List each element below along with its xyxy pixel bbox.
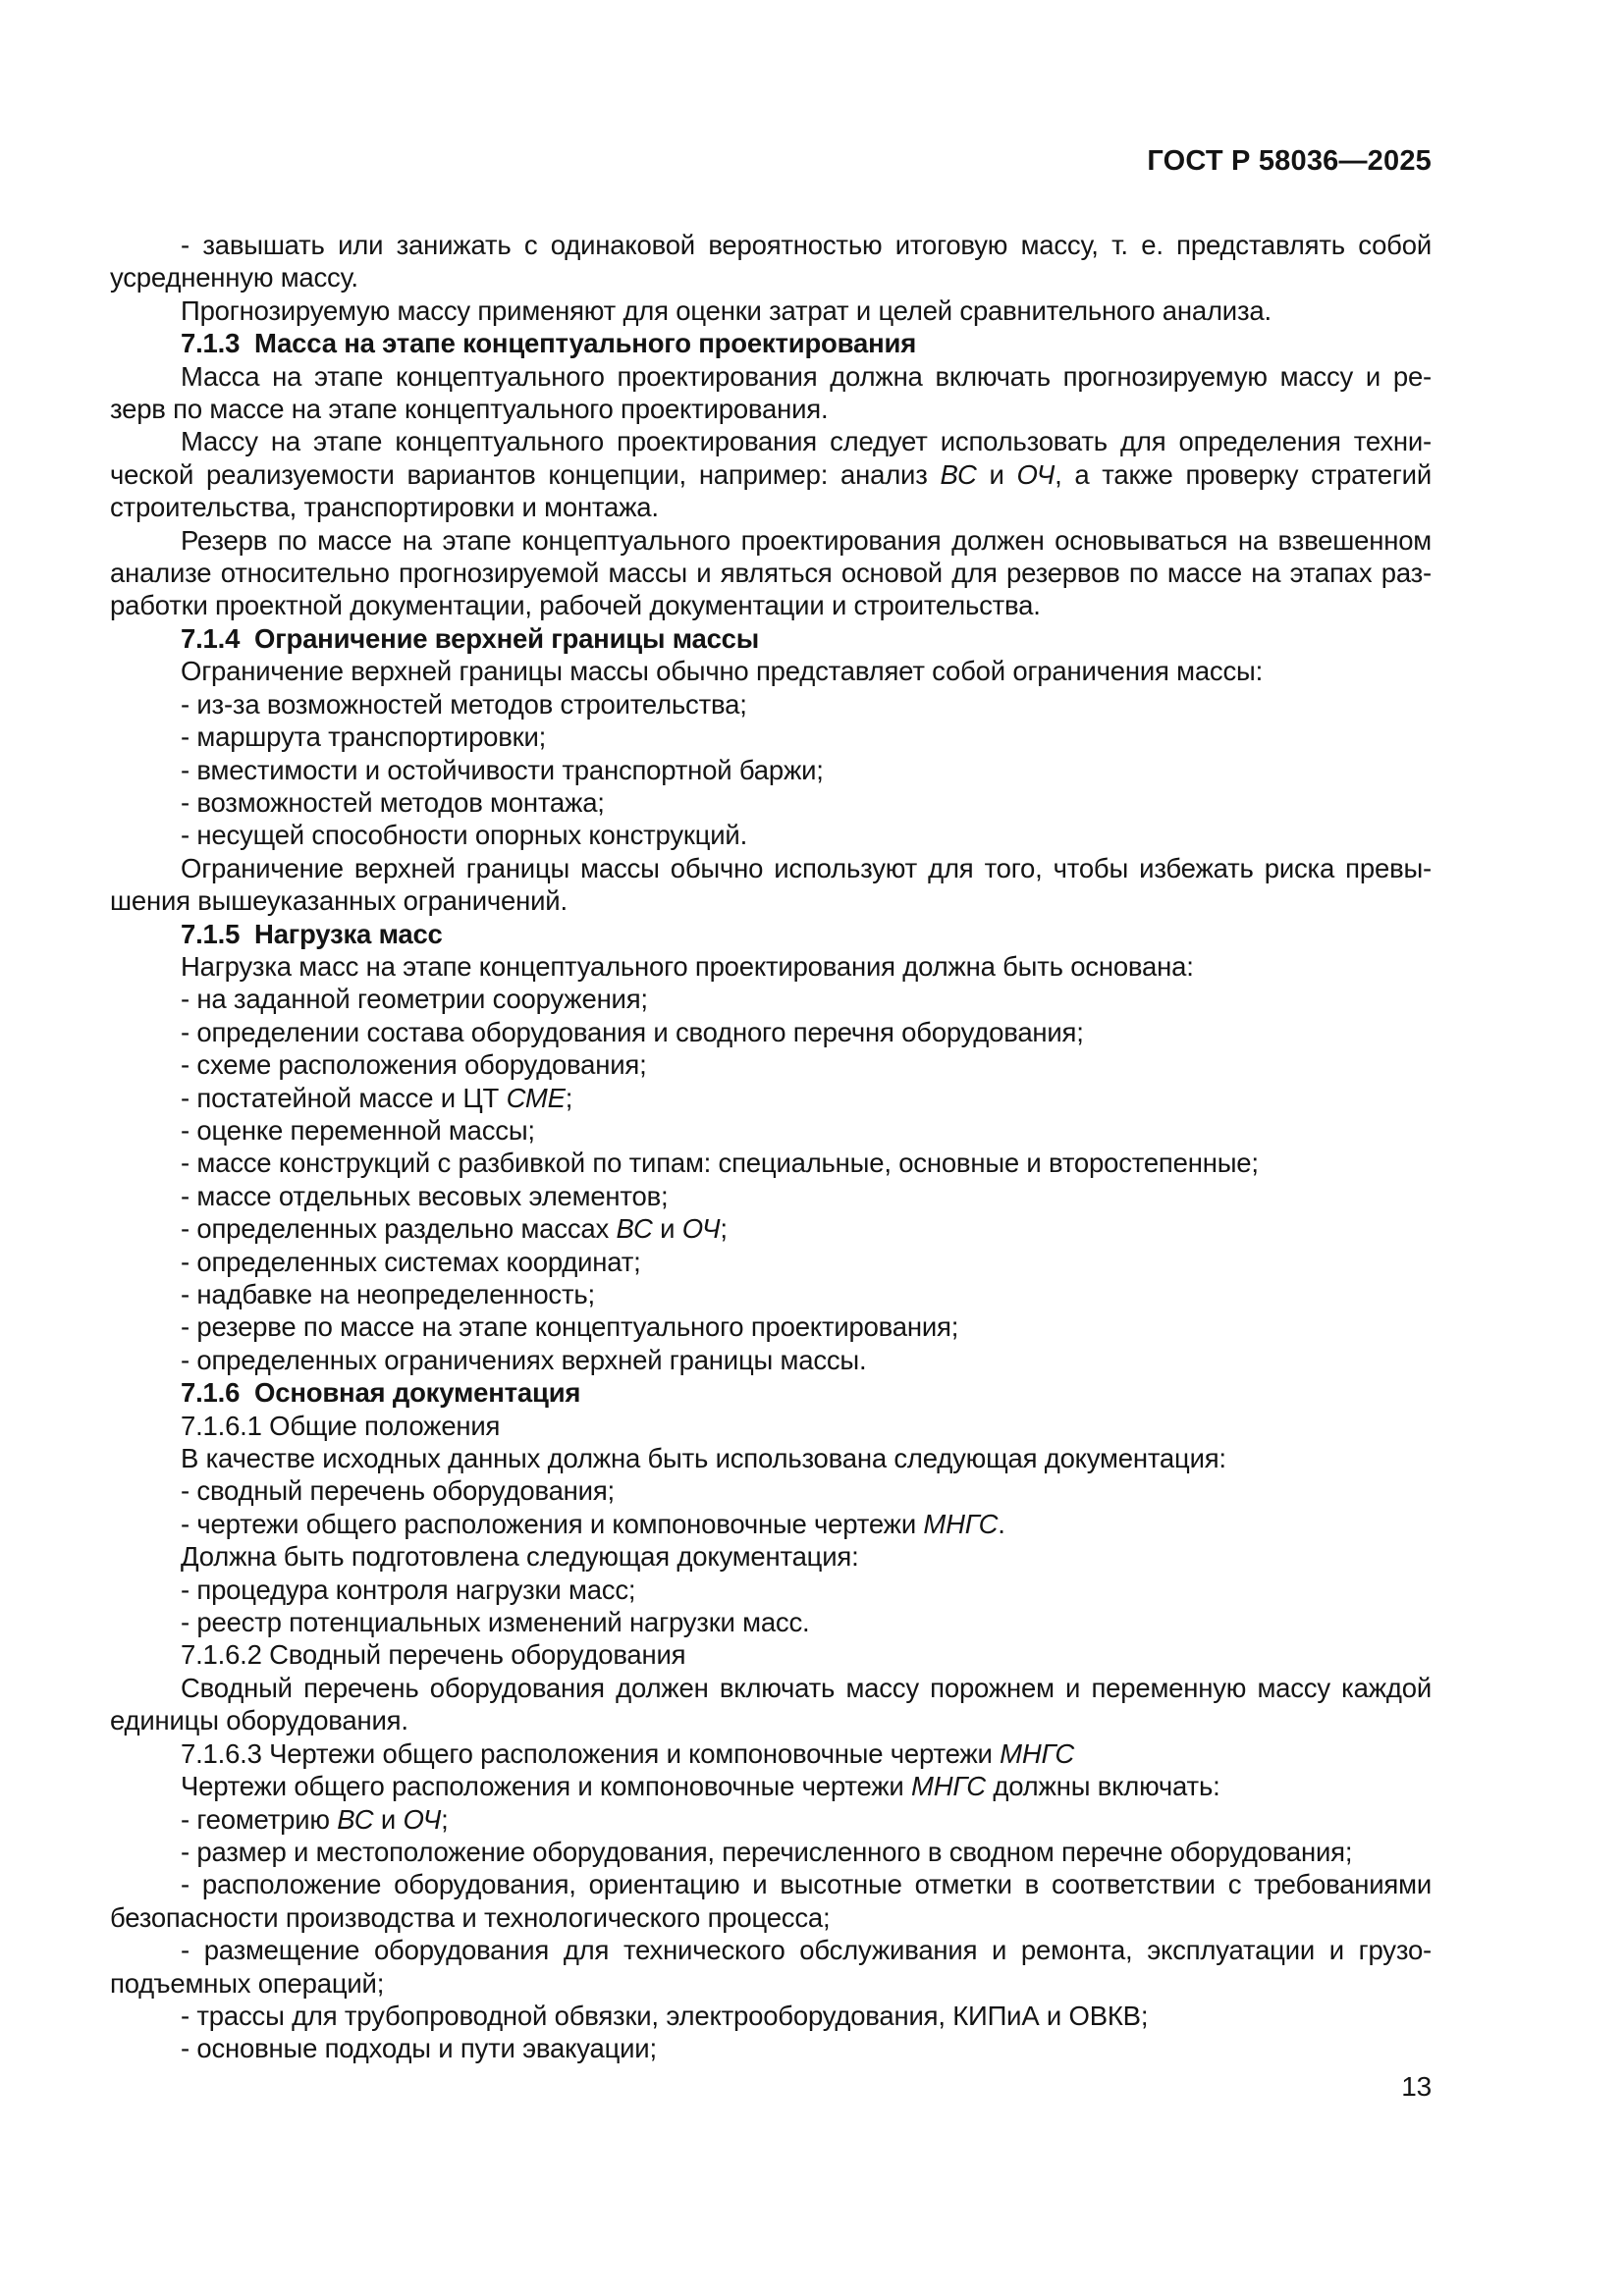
italic-term: ВС [616,1213,653,1245]
list-item [110,754,1432,786]
list-item [110,1934,1432,2000]
paragraph [110,1770,1432,1802]
text-line: - вместимости и остойчивости транспортной баржи; [181,754,824,785]
text-line: - определенных системах координат; [181,1246,641,1277]
text-line: Чертежи общего расположения и компоновочные чертежи МНГС должны включать: [181,1771,1220,1802]
list-item [110,688,1432,721]
list-item [110,1574,1432,1606]
italic-term: ОЧ [681,1213,721,1245]
text-line: В качестве исходных данных должна быть использована следующая документация: [181,1443,1226,1474]
text-line: 7.1.6.2 Сводный перечень оборудования [181,1639,686,1671]
text-line: - размер и местоположение оборудования, перечисленного в сводном перечне оборудования; [181,1836,1353,1867]
italic-term: МНГС [911,1771,986,1802]
list-item [110,2032,1432,2064]
text-line: - геометрию ВС и ОЧ; [181,1803,449,1835]
text-line: - несущей способности опорных конструкций. [181,820,748,851]
italic-term: МНГС [923,1508,999,1539]
text-line: 7.1.4 Ограничение верхней границы массы [181,622,760,654]
list-item [110,1474,1432,1507]
list-item [110,1212,1432,1245]
text-line: Массу на этапе концептуального проектирования следует использовать для определения техни- [181,426,1432,457]
text-line: - размещение оборудования для технического обслуживания и ремонта, эксплуатации и грузо- [181,1935,1432,1966]
italic-term: ОЧ [403,1803,442,1835]
italic-term: ВС [337,1803,374,1835]
text-line: Прогнозируемую массу применяют для оценки затрат и целей сравнительного анализа. [181,294,1272,326]
text-line: 7.1.3 Масса на этапе концептуального проектирования [181,328,917,359]
text-line: 7.1.6.3 Чертежи общего расположения и компоновочные чертежи МНГС [181,1737,1075,1769]
text-line: - массе конструкций с разбивкой по типам: специальные, основные и второстепенные; [181,1148,1259,1179]
text-line: - расположение оборудования, ориентацию и высотные отметки в соответствии с требованиями [181,1869,1432,1900]
text-line: - основные подходы и пути эвакуации; [181,2033,657,2064]
text-line: - маршрута транспортировки; [181,721,547,753]
list-item [110,1147,1432,1179]
text-line: зерв по массе на этапе концептуального проектирования. [110,394,829,425]
paragraph [110,1672,1432,1737]
list-item [110,819,1432,851]
text-line: 7.1.6 Основная документация [181,1377,581,1409]
list-item [110,1016,1432,1048]
document-body [110,229,1432,2065]
text-line: - схеме расположения оборудования; [181,1049,647,1081]
text-line: строительства, транспортировки и монтажа. [110,492,659,523]
list-item [110,1344,1432,1376]
list-item [110,1836,1432,1868]
list-item [110,1278,1432,1310]
text-line: Ограничение верхней границы массы обычно используют для того, чтобы избежать риска превы- [181,852,1432,883]
text-line: - оценке переменной массы; [181,1114,535,1146]
paragraph [110,1638,1432,1671]
list-item [110,1114,1432,1147]
paragraph [110,852,1432,918]
list-item [110,786,1432,819]
text-line: - сводный перечень оборудования; [181,1475,615,1507]
text-line: Ограничение верхней границы массы обычно представляет собой ограничения массы: [181,656,1264,687]
text-line: ческой реализуемости вариантов концепции, например: анализ ВС и ОЧ, а также проверку стратегий [110,458,1433,490]
text-line: шения вышеуказанных ограничений. [110,885,568,917]
text-line: - массе отдельных весовых элементов; [181,1180,669,1211]
text-line: - из-за возможностей методов строительства; [181,688,747,720]
text-line: работки проектной документации, рабочей документации и строительства. [110,590,1041,621]
list-item [110,721,1432,753]
text-line: Резерв по массе на этапе концептуального проектирования должен основываться на взвешенном [181,524,1432,556]
page-number: 13 [1401,2071,1432,2102]
list-item [110,1868,1432,1934]
list-item [110,1048,1432,1081]
paragraph [110,950,1432,983]
paragraph [110,1737,1432,1770]
paragraph [110,655,1432,687]
text-line: - трассы для трубопроводной обвязки, электрооборудования, КИПиА и ОВКВ; [181,2000,1149,2031]
text-line: - надбавке на неопределенность; [181,1279,595,1309]
paragraph [110,294,1432,327]
text-line: - чертежи общего расположения и компоновочные чертежи МНГС. [181,1508,1005,1539]
text-line: Масса на этапе концептуального проектирования должна включать прогнозируемую массу и ре- [181,360,1432,392]
list-item [110,1082,1432,1114]
text-line: 7.1.6.1 Общие положения [181,1410,501,1441]
text-line: - резерве по массе на этапе концептуального проектирования; [181,1311,959,1343]
paragraph [110,360,1432,426]
section-heading [110,622,1432,655]
list-item [110,1310,1432,1343]
paragraph [110,1410,1432,1442]
list-item [110,983,1432,1015]
text-line: - завышать или занижать с одинаковой вероятностью итоговую массу, т. е. представлять собой [181,230,1432,260]
text-line: - определенных ограничениях верхней границы массы. [181,1344,867,1375]
text-line: безопасности производства и технологического процесса; [110,1901,831,1933]
paragraph [110,425,1432,523]
italic-term: МНГС [1000,1737,1075,1769]
text-line: 7.1.5 Нагрузка масс [181,918,443,949]
paragraph [110,1540,1432,1573]
italic-term: СМЕ [506,1082,566,1113]
text-line: - определении состава оборудования и сводного перечня оборудования; [181,1016,1084,1047]
text-line: Сводный перечень оборудования должен включать массу порожнем и переменную массу каждой [181,1672,1432,1703]
list-item [110,1508,1432,1540]
list-item [110,1246,1432,1278]
paragraph [110,229,1432,294]
text-line: Нагрузка масс на этапе концептуального проектирования должна быть основана: [181,950,1194,982]
paragraph [110,524,1432,622]
text-line: подъемных операций; [110,1967,385,1999]
text-line: - на заданной геометрии сооружения; [181,984,648,1015]
section-heading [110,327,1432,359]
text-line: Должна быть подготовлена следующая документация: [181,1541,859,1573]
list-item [110,1803,1432,1836]
section-heading [110,1376,1432,1409]
list-item [110,2000,1432,2032]
text-line: - процедура контроля нагрузки масс; [181,1574,636,1605]
text-line: - определенных раздельно массах ВС и ОЧ; [181,1213,728,1245]
text-line: усредненную массу. [110,262,358,294]
italic-term: ВС [940,458,977,490]
list-item [110,1606,1432,1638]
document-code-header: ГОСТ Р 58036—2025 [1147,145,1432,177]
section-heading [110,918,1432,950]
text-line: - возможностей методов монтажа; [181,786,605,818]
text-line: - реестр потенциальных изменений нагрузки масс. [181,1607,810,1638]
text-line: анализе относительно прогнозируемой массы и являться основой для резервов по массе на этапах раз- [110,558,1432,589]
text-line: единицы оборудования. [110,1705,408,1736]
italic-term: ОЧ [1016,458,1056,490]
text-line: - постатейной массе и ЦТ СМЕ; [181,1082,573,1113]
list-item [110,1180,1432,1212]
paragraph [110,1442,1432,1474]
